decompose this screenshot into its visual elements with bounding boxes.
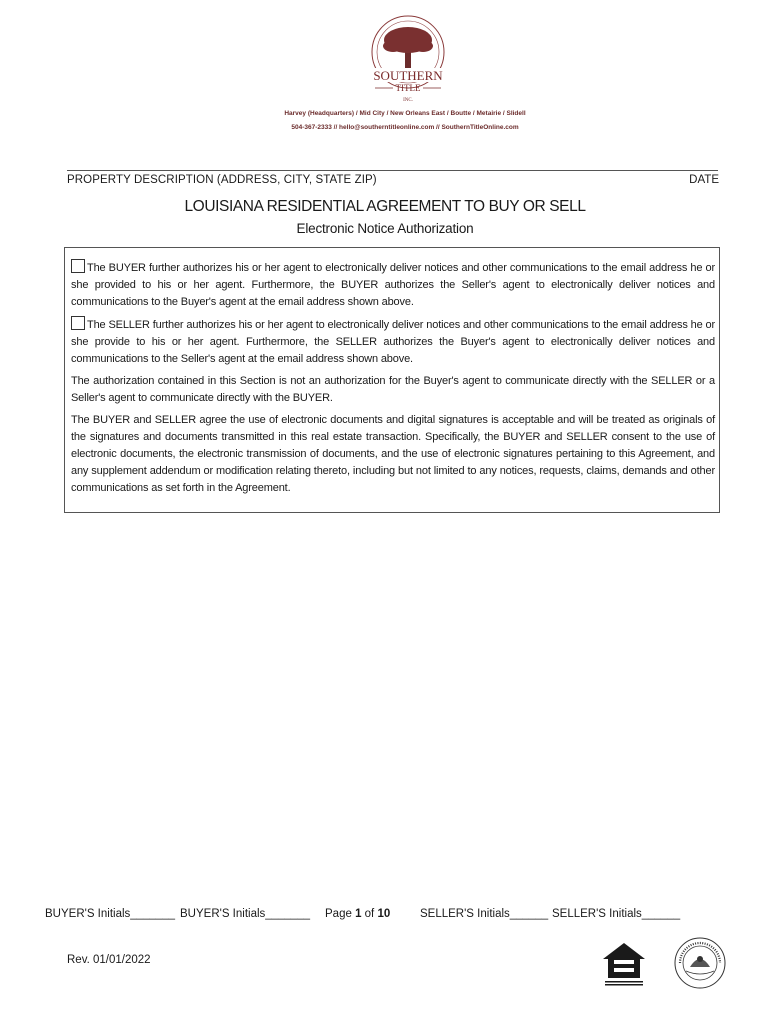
- svg-text:INC.: INC.: [403, 98, 413, 103]
- buyer-authorization-clause: [71, 259, 715, 311]
- seller-authorization-checkbox[interactable]: [71, 316, 85, 330]
- page-indicator: [325, 908, 390, 920]
- office-locations: Harvey (Headquarters) / Mid City / New Orleans East / Boutte / Metairie / Slidell: [284, 110, 526, 117]
- svg-text:TITLE: TITLE: [395, 83, 421, 93]
- equal-housing-icon: [600, 940, 648, 988]
- document-subtitle: Electronic Notice Authorization: [296, 221, 474, 236]
- buyer-initials-1[interactable]: BUYER'S Initials_______: [45, 908, 176, 920]
- authorization-box: [64, 247, 720, 513]
- southern-title-logo: [363, 14, 453, 106]
- page-current: 1: [355, 908, 362, 920]
- seller-initials-2[interactable]: SELLER'S Initials______: [552, 908, 681, 920]
- buyer-authorization-text: The BUYER further authorizes his or her agent to electronically deliver notices and other communications to the email address he or she provided to his or her agent. Furthermore, the BUYER authorizes the Seller's agent to electronically deliver notices and communications to the Buyer's agent at the email address shown above.: [71, 262, 715, 308]
- document-title: LOUISIANA RESIDENTIAL AGREEMENT TO BUY OR SELL: [184, 198, 586, 215]
- page-prefix: Page: [325, 908, 356, 920]
- svg-text:SOUTHERN: SOUTHERN: [373, 68, 443, 83]
- revision-date: Rev. 01/01/2022: [67, 954, 151, 966]
- date-label: DATE: [689, 174, 719, 186]
- electronic-documents-clause: The BUYER and SELLER agree the use of electronic documents and digital signatures is acceptable and will be treated as originals of the signatures and documents transmitted in this real estate transaction. Specifically, the BUYER and SELLER consent to the use of electronic documents, the electronic transmission of documents, and the use of electronic signatures pertaining to this Agreement, and any supplement addendum or modification relating thereto, including but not limited to any notices, requests, claims, demands and other communications as set forth in the Agreement.: [71, 414, 715, 494]
- seller-authorization-text: The SELLER further authorizes his or her agent to electronically deliver notices and other communications to the email address he or she provide to his or her agent. Furthermore, the SELLER authorizes the Buyer's agent to electronically deliver notices and communications to the Seller's agent at the email address shown above.: [71, 319, 715, 365]
- authorization-scope-clause: The authorization contained in this Section is not an authorization for the Buyer's agent to communicate directly with the SELLER or a Seller's agent to communicate directly with the BUYER.: [71, 375, 715, 404]
- property-description-line[interactable]: [67, 170, 718, 171]
- contact-info: 504-367-2333 // hello@southerntitleonline.com // SouthernTitleOnline.com: [291, 124, 519, 131]
- property-description-label: PROPERTY DESCRIPTION (ADDRESS, CITY, STATE ZIP): [67, 174, 377, 186]
- buyer-initials-2[interactable]: BUYER'S Initials_______: [180, 908, 311, 920]
- seller-initials-1[interactable]: SELLER'S Initials______: [420, 908, 549, 920]
- buyer-authorization-checkbox[interactable]: [71, 259, 85, 273]
- page-total: 10: [377, 908, 391, 920]
- page-of: of: [361, 908, 378, 920]
- seller-authorization-clause: [71, 316, 715, 368]
- louisiana-state-seal-icon: [674, 937, 726, 989]
